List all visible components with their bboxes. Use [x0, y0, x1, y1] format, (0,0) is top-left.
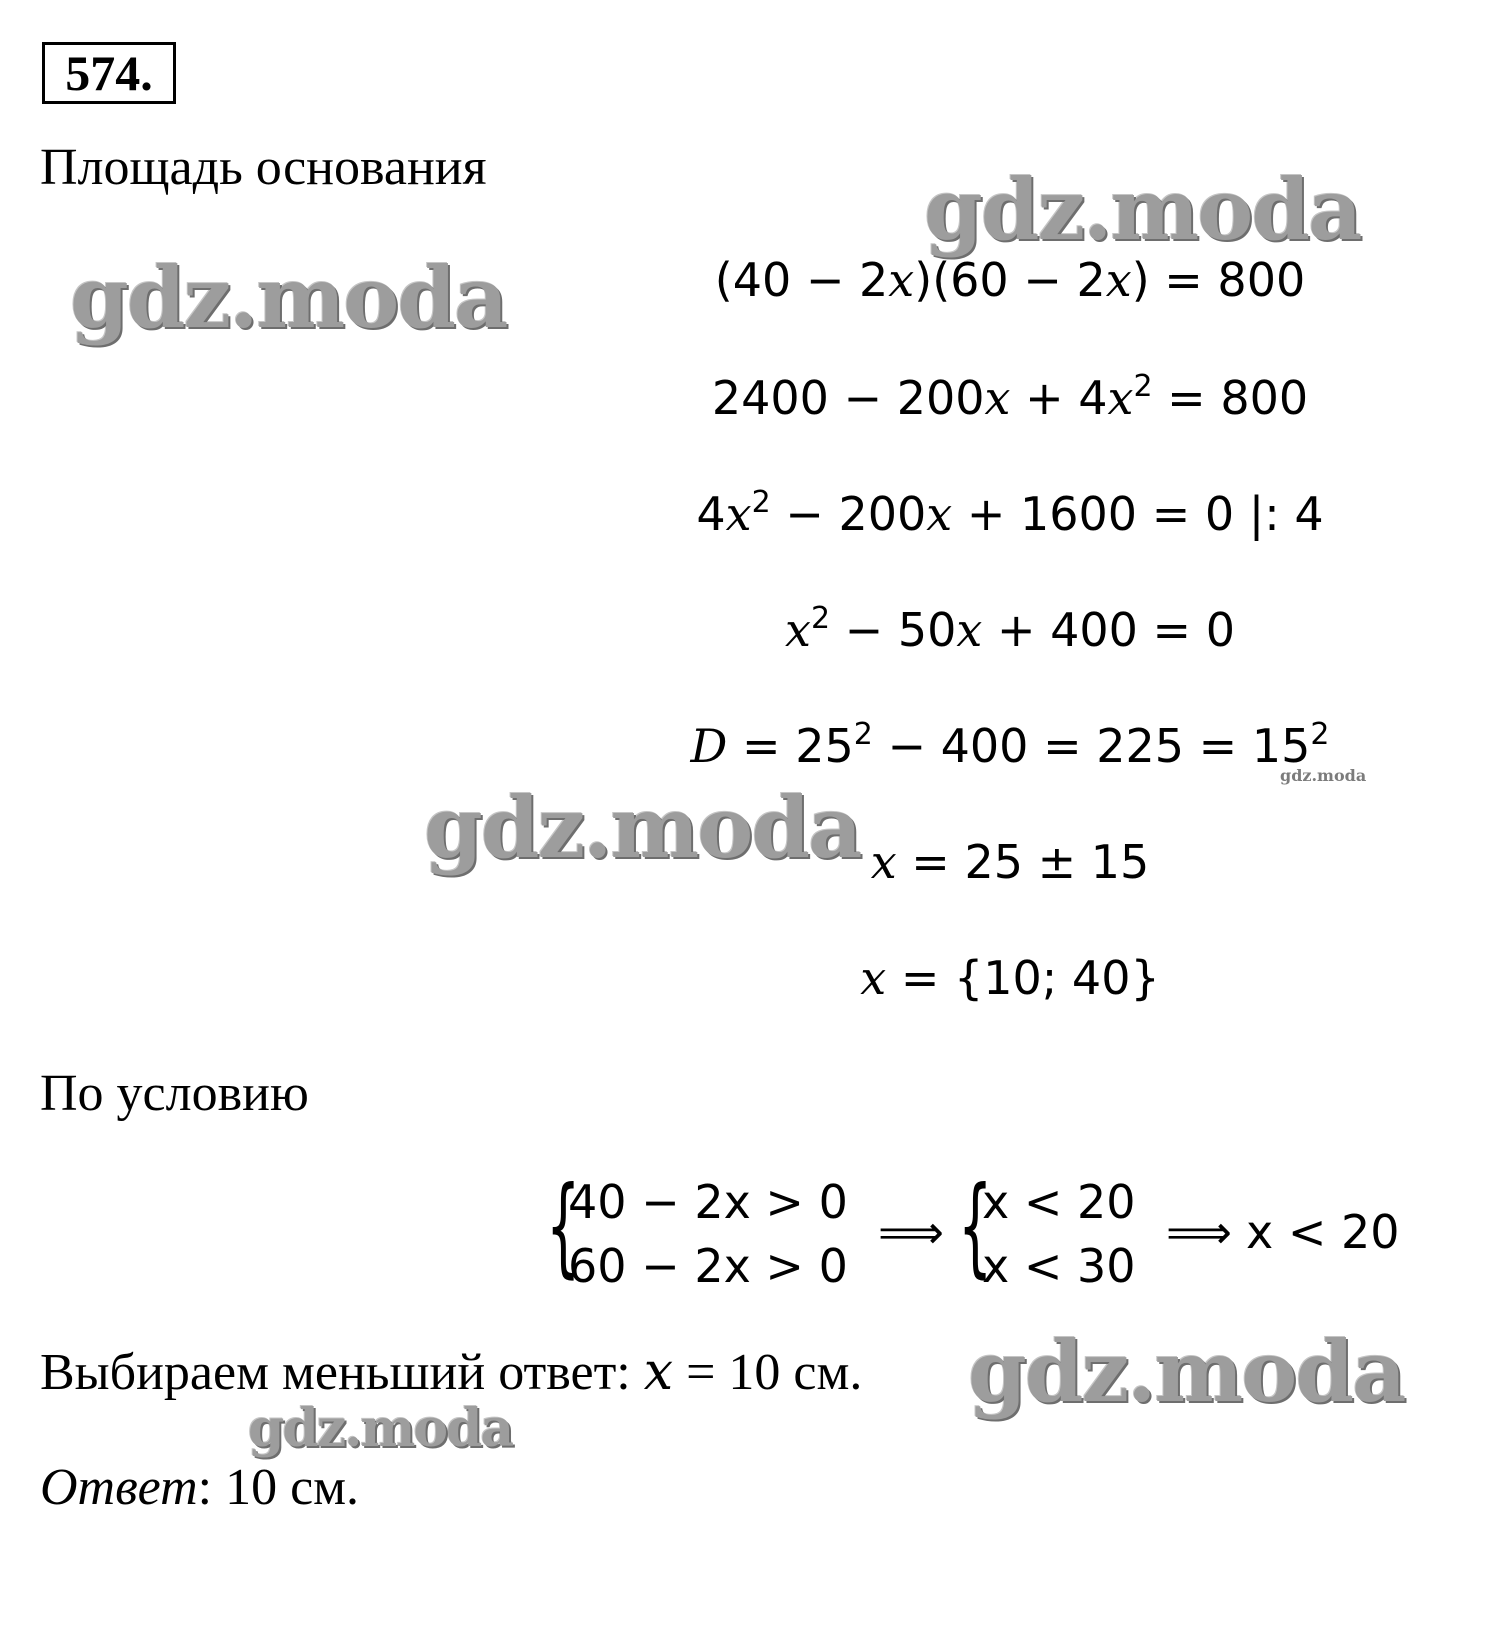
equation-discriminant: $D = 25^2 - 400 = 225 = 15^2$: [690, 717, 1330, 773]
equation-2: $2400 - 200x + 4x^2 = 800$: [711, 369, 1309, 425]
system-result: x < 20: [1246, 1205, 1400, 1259]
answer-line: [40, 1458, 359, 1518]
implies-arrow-2: ⟹: [1166, 1205, 1232, 1259]
system-right-line-2: x < 30: [982, 1239, 1136, 1293]
watermark-logo: gdz.moda: [70, 248, 507, 347]
inequality-system: [540, 1164, 1440, 1293]
watermark-logo: gdz.moda: [248, 1398, 513, 1459]
watermark-logo: gdz.moda: [924, 160, 1361, 259]
problem-number: 574.: [42, 42, 176, 104]
watermark-logo: gdz.moda: [424, 778, 861, 877]
equation-roots: x = 25 ± 15: [870, 835, 1150, 889]
condition-text: По условию: [40, 1065, 309, 1122]
equation-1: (40 − 2x)(60 − 2x) = 800: [714, 253, 1306, 307]
system-left-line-2: 60 − 2x > 0: [568, 1239, 848, 1293]
answer-label: Ответ: [40, 1459, 198, 1516]
left-brace: {: [546, 1164, 581, 1289]
system-left-line-1: 40 − 2x > 0: [568, 1175, 848, 1229]
answer-value: : 10 см.: [197, 1459, 360, 1516]
right-brace: {: [958, 1164, 993, 1289]
watermark-logo-small: gdz.moda: [1280, 766, 1367, 785]
equation-4: $x^2 - 50x + 400 = 0$: [785, 601, 1235, 657]
equation-3: $4x^2 - 200x + 1600 = 0$ |: 4: [696, 485, 1324, 541]
conclusion-text: Выбираем меньший ответ: x = 10 см.: [40, 1342, 863, 1402]
implies-arrow-1: ⟹: [878, 1205, 944, 1259]
system-right-line-1: x < 20: [982, 1175, 1136, 1229]
watermark-logo: gdz.moda: [968, 1322, 1405, 1421]
intro-text: Площадь основания: [40, 139, 487, 196]
equation-solution-set: x = {10; 40}: [860, 951, 1160, 1005]
